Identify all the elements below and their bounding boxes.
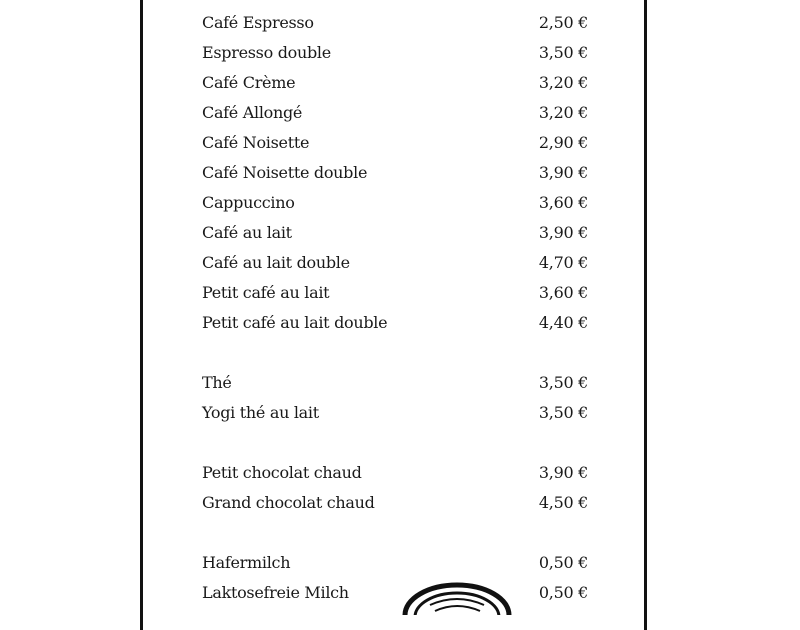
item-name: Espresso double — [202, 42, 331, 62]
menu-item — [202, 130, 588, 154]
item-name: Café Noisette — [202, 132, 310, 152]
menu-item — [202, 580, 588, 604]
item-price: 2,50 € — [538, 12, 588, 32]
item-price: 3,20 € — [538, 72, 588, 92]
menu-item — [202, 280, 588, 304]
item-price: 3,50 € — [538, 42, 588, 62]
item-name: Petit chocolat chaud — [202, 462, 362, 482]
item-price: 3,90 € — [538, 162, 588, 182]
menu-item — [202, 490, 588, 514]
item-name: Yogi thé au lait — [202, 402, 319, 422]
item-name: Café au lait — [202, 222, 292, 242]
menu-item — [202, 100, 588, 124]
item-name: Grand chocolat chaud — [202, 492, 375, 512]
menu-item — [202, 190, 588, 214]
menu-item — [202, 40, 588, 64]
menu-item — [202, 250, 588, 274]
menu-item — [202, 550, 588, 574]
menu-item — [202, 10, 588, 34]
item-price: 3,60 € — [538, 192, 588, 212]
item-price: 4,70 € — [538, 252, 588, 272]
item-name: Thé — [202, 372, 232, 392]
menu-item — [202, 370, 588, 394]
item-price: 3,90 € — [538, 222, 588, 242]
item-name: Café Noisette double — [202, 162, 368, 182]
item-name: Petit café au lait double — [202, 312, 388, 332]
item-price: 0,50 € — [538, 552, 588, 572]
item-name: Hafermilch — [202, 552, 291, 572]
item-price: 0,50 € — [538, 582, 588, 602]
item-price: 4,40 € — [538, 312, 588, 332]
item-price: 3,50 € — [538, 402, 588, 422]
item-name: Café Crème — [202, 72, 296, 92]
item-name: Café au lait double — [202, 252, 350, 272]
item-price: 3,60 € — [538, 282, 588, 302]
menu-item — [202, 460, 588, 484]
menu-item — [202, 220, 588, 244]
item-price: 3,20 € — [538, 102, 588, 122]
item-price: 2,90 € — [538, 132, 588, 152]
menu-item — [202, 310, 588, 334]
item-name: Petit café au lait — [202, 282, 330, 302]
menu-item — [202, 160, 588, 184]
menu-item — [202, 400, 588, 424]
item-price: 3,90 € — [538, 462, 588, 482]
item-price: 3,50 € — [538, 372, 588, 392]
item-name: Café Espresso — [202, 12, 314, 32]
item-name: Laktosefreie Milch — [202, 582, 349, 602]
coffee-cup-emblem-icon — [400, 575, 520, 615]
item-name: Cappuccino — [202, 192, 295, 212]
item-name: Café Allongé — [202, 102, 303, 122]
item-price: 4,50 € — [538, 492, 588, 512]
menu-item — [202, 70, 588, 94]
